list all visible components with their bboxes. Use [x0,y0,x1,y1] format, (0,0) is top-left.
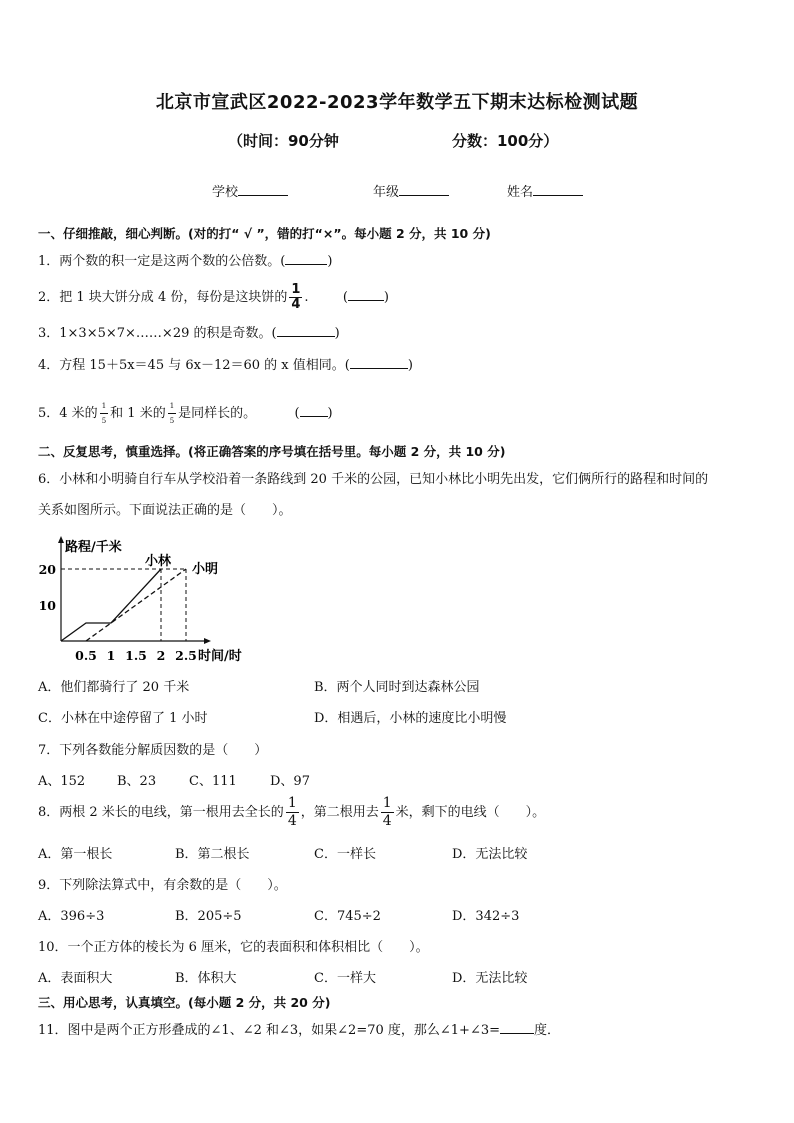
question-2: 2．把 1 块大饼分成 4 份，每份是这块饼的 $\frac{1}{4}$ . ( ) [38,282,389,312]
answer-blank[interactable] [300,404,328,417]
series-line-xiaoming [86,569,186,641]
school-blank[interactable] [238,183,288,196]
question-10: 10．一个正方体的棱长为 6 厘米，它的表面积和体积相比（ ）。 [38,940,429,955]
q9-option-d[interactable]: D．342÷3 [452,909,520,924]
question-1: 1．两个数的积一定是这两个数的公倍数。( ) [38,254,333,269]
q7-option-d[interactable]: D、97 [270,774,310,789]
name-blank[interactable] [533,183,583,196]
question-6-line-1: 6．小林和小明骑自行车从学校沿着一条路线到 20 千米的公园，已知小林比小明先出发，它们俩所行的路程和时间的 [38,472,709,487]
fraction: $\frac{1}{5}$ [100,399,108,428]
q8-option-d[interactable]: D．无法比较 [452,847,528,862]
q9-option-b[interactable]: B．205÷5 [175,909,242,924]
q6-option-d[interactable]: D．相遇后，小林的速度比小明慢 [314,711,507,726]
q7-option-c[interactable]: C、111 [189,774,237,789]
section-3-heading: 三、用心思考，认真填空。(每小题 2 分，共 20 分) [38,995,331,1010]
section-2-heading: 二、反复思考，慎重选择。(将正确答案的序号填在括号里。每小题 2 分，共 10 分) [38,444,506,459]
fraction: $\frac{1}{5}$ [168,399,176,428]
answer-blank[interactable] [500,1021,534,1034]
x-tick-label: 1.5 [125,648,147,663]
q9-option-c[interactable]: C．745÷2 [314,909,381,924]
y-tick-label: 10 [38,598,56,613]
page-title: 北京市宣武区2022-2023学年数学五下期末达标检测试题 [155,92,639,113]
grade-label: 年级 [373,185,400,200]
x-tick-label: 0.5 [75,648,97,663]
answer-blank[interactable] [277,324,335,337]
q8-option-c[interactable]: C．一样长 [314,847,376,862]
distance-time-chart [36,535,276,665]
exam-time: （时间：90分钟 [228,132,339,150]
question-7: 7．下列各数能分解质因数的是（ ） [38,743,268,758]
q6-option-a[interactable]: A．他们都骑行了 20 千米 [38,680,190,695]
y-axis-label: 路程/千米 [65,540,122,555]
q10-option-c[interactable]: C．一样大 [314,971,376,986]
q10-option-b[interactable]: B．体积大 [175,971,237,986]
exam-score: 分数：100分） [452,132,559,150]
q10-option-d[interactable]: D．无法比较 [452,971,528,986]
q9-option-a[interactable]: A．396÷3 [38,909,105,924]
x-axis-arrow [204,638,211,644]
fraction: $\frac{1}{4}$ [291,282,301,312]
section-1-heading: 一、仔细推敲，细心判断。(对的打“ √ ”，错的打“×”。每小题 2 分，共 10 分) [38,226,491,241]
question-11: 11．图中是两个正方形叠成的∠1、∠2 和∠3，如果∠2=70 度，那么∠1+∠3= 度． [38,1023,561,1038]
school-label: 学校 [212,185,239,200]
y-tick-label: 20 [38,562,56,577]
q10-option-a[interactable]: A．表面积大 [38,971,113,986]
grade-blank[interactable] [399,183,449,196]
series-line-xiaolin [61,569,161,641]
q6-option-b[interactable]: B．两个人同时到达森林公园 [314,680,480,695]
x-tick-label: 2.5 [175,648,197,663]
fraction: $\frac{1}{4}$ [382,795,392,829]
question-6-line-2: 关系如图所示。下面说法正确的是（ ）。 [38,503,292,518]
y-axis-arrow [58,536,64,543]
fraction: $\frac{1}{4}$ [287,795,297,829]
question-3: 3．1×3×5×7×……×29 的积是奇数。( ) [38,326,340,341]
question-4: 4．方程 15＋5x＝45 与 6x－12＝60 的 x 值相同。( ) [38,358,413,373]
x-tick-label: 1 [106,648,116,663]
school-field [212,181,288,200]
name-field [507,181,583,200]
grade-field [373,181,449,200]
q7-option-a[interactable]: A、152 [38,774,86,789]
q6-option-c[interactable]: C．小林在中途停留了 1 小时 [38,711,208,726]
question-9: 9．下列除法算式中，有余数的是（ ）。 [38,878,287,893]
name-label: 姓名 [507,185,534,200]
answer-blank[interactable] [350,356,408,369]
q8-option-a[interactable]: A．第一根长 [38,847,113,862]
x-axis-label: 时间/时 [198,649,242,664]
question-5: 5．4 米的 $\frac{1}{5}$ 和 1 米的 $\frac{1}{5}$ 是同样长的。 ( ) [38,399,333,428]
answer-blank[interactable] [285,252,327,265]
q8-option-b[interactable]: B．第二根长 [175,847,250,862]
series-label-xiaolin: 小林 [145,554,172,569]
answer-blank[interactable] [348,288,384,301]
x-tick-label: 2 [156,648,166,663]
question-8: 8．两根 2 米长的电线，第一根用去全长的 $\frac{1}{4}$ ，第二根用去 $\frac{1}{4}$ 米，剩下的电线（ ）。 [38,795,546,829]
q7-option-b[interactable]: B、23 [117,774,157,789]
series-label-xiaoming: 小明 [192,562,219,577]
